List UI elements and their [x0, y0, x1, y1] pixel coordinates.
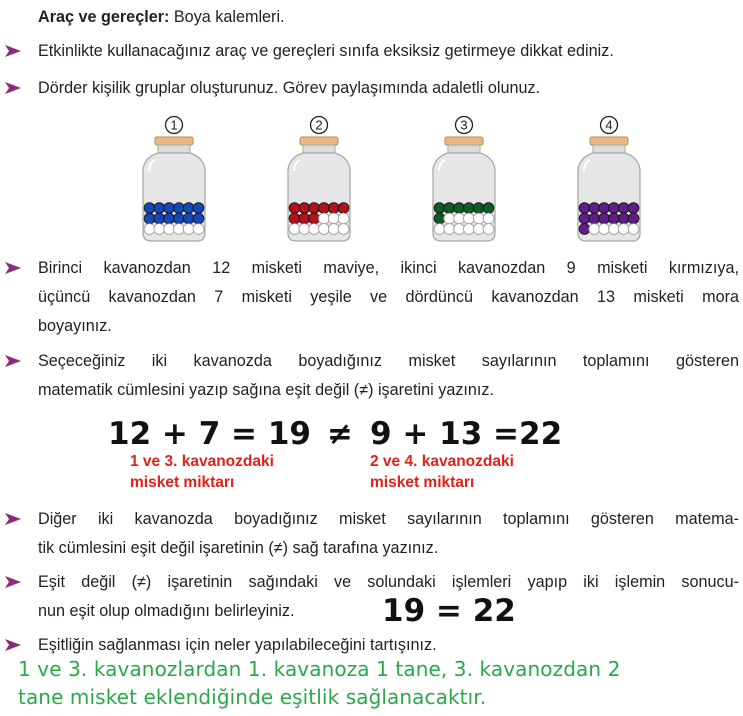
white-marble: [589, 224, 600, 235]
not-equal-sign: ≠: [327, 416, 353, 452]
colored-marble: [579, 203, 590, 214]
colored-marble: [434, 213, 445, 224]
jar-lid: [445, 137, 483, 145]
jar-2: [282, 115, 356, 243]
colored-marble: [618, 203, 629, 214]
white-marble: [609, 224, 620, 235]
jar-lid: [300, 137, 338, 145]
white-marble: [328, 224, 339, 235]
white-marble: [483, 213, 494, 224]
answer-line-2: tane misket eklendiğinde eşitlik sağlanacaktır.: [18, 685, 487, 709]
bullet-arrow-icon: [4, 354, 22, 368]
colored-marble: [174, 213, 185, 224]
colored-marble: [183, 203, 194, 214]
bullet-text-1: Etkinlikte kullanacağınız araç ve gereçleri sınıfa eksiksiz getirmeye dikkat ediniz.: [38, 42, 614, 60]
colored-marble: [164, 213, 175, 224]
white-marble: [289, 224, 300, 235]
colored-marble: [589, 203, 600, 214]
bullet-text-3-line-2: üçüncü kavanozdan 7 misketi yeşile ve dördüncü kavanozdan 13 misketi mora: [38, 288, 739, 306]
bullet-arrow-icon: [4, 44, 22, 58]
colored-marble: [628, 213, 639, 224]
jar-1: [137, 115, 211, 243]
colored-marble: [628, 203, 639, 214]
white-marble: [444, 224, 455, 235]
colored-marble: [164, 203, 175, 214]
white-marble: [154, 224, 165, 235]
left-equation: 12 + 7 = 19: [108, 416, 311, 452]
jar-lid: [590, 137, 628, 145]
colored-marble: [299, 203, 310, 214]
colored-marble: [289, 213, 300, 224]
colored-marble: [154, 213, 165, 224]
bullet-text-6-line-1: Eşit değil (≠) işaretinin sağındaki ve solundaki işlemleri yapıp iki işlemin sonucu-: [38, 573, 739, 591]
colored-marble: [454, 203, 465, 214]
colored-marble: [589, 213, 600, 224]
colored-marble: [444, 203, 455, 214]
materials-label: Araç ve gereçler:: [38, 8, 170, 26]
white-marble: [464, 224, 475, 235]
colored-marble: [464, 203, 475, 214]
colored-marble: [599, 213, 610, 224]
materials-value: Boya kalemleri.: [169, 8, 285, 26]
white-marble: [454, 213, 465, 224]
jar-neck: [448, 145, 480, 153]
colored-marble: [309, 203, 320, 214]
bullet-text-5-line-1: Diğer iki kavanozda boyadığınız misket sayılarının toplamını gösteren matema-: [38, 510, 739, 528]
bullet-text-3-line-3: boyayınız.: [38, 317, 112, 335]
bullet-arrow-icon: [4, 81, 22, 95]
materials-line: [38, 7, 739, 27]
white-marble: [473, 213, 484, 224]
jar-neck: [593, 145, 625, 153]
jar-number: 1: [170, 117, 178, 133]
bullet-text-4-line-1: Seçeceğiniz iki kavanozda boyadığınız misket sayılarının toplamını gösteren: [38, 352, 739, 370]
jar-4: [572, 115, 646, 243]
right-note-line-2: misket miktarı: [370, 474, 475, 491]
colored-marble: [328, 203, 339, 214]
colored-marble: [599, 203, 610, 214]
white-marble: [444, 213, 455, 224]
bullet-text-2: Dörder kişilik gruplar oluşturunuz. Görev paylaşımında adaletli olunuz.: [38, 79, 541, 97]
white-marble: [328, 213, 339, 224]
jar-number: 4: [605, 117, 613, 133]
white-marble: [299, 224, 310, 235]
colored-marble: [193, 203, 204, 214]
white-marble: [434, 224, 445, 235]
colored-marble: [579, 224, 590, 235]
bullet-text-6-line-2: nun eşit olup olmadığını belirleyiniz.: [38, 602, 295, 620]
colored-marble: [618, 213, 629, 224]
white-marble: [319, 224, 330, 235]
colored-marble: [144, 213, 155, 224]
white-marble: [464, 213, 475, 224]
colored-marble: [473, 203, 484, 214]
bullet-arrow-icon: [4, 575, 22, 589]
colored-marble: [434, 203, 445, 214]
jar-lid: [155, 137, 193, 145]
jar-neck: [303, 145, 335, 153]
white-marble: [338, 213, 349, 224]
colored-marble: [338, 203, 349, 214]
white-marble: [338, 224, 349, 235]
bullet-text-7: Eşitliğin sağlanması için neler yapılabileceğini tartışınız.: [38, 636, 437, 654]
colored-marble: [309, 213, 320, 224]
colored-marble: [183, 213, 194, 224]
white-marble: [174, 224, 185, 235]
jar-number: 2: [315, 117, 323, 133]
answer-line-1: 1 ve 3. kavanozlardan 1. kavanoza 1 tane, 3. kavanozdan 2: [18, 657, 621, 681]
white-marble: [183, 224, 194, 235]
white-marble: [144, 224, 155, 235]
white-marble: [599, 224, 610, 235]
colored-marble: [174, 203, 185, 214]
colored-marble: [144, 203, 155, 214]
white-marble: [309, 224, 320, 235]
bullet-arrow-icon: [4, 512, 22, 526]
white-marble: [483, 224, 494, 235]
left-note-line-1: 1 ve 3. kavanozdaki: [130, 453, 274, 470]
right-note-line-1: 2 ve 4. kavanozdaki: [370, 453, 514, 470]
colored-marble: [154, 203, 165, 214]
white-marble: [319, 213, 330, 224]
white-marble: [618, 224, 629, 235]
colored-marble: [609, 213, 620, 224]
colored-marble: [579, 213, 590, 224]
white-marble: [473, 224, 484, 235]
white-marble: [164, 224, 175, 235]
bullet-arrow-icon: [4, 638, 22, 652]
jar-3: [427, 115, 501, 243]
bullet-text-4-line-2: matematik cümlesini yazıp sağına eşit değil (≠) işaretini yazınız.: [38, 381, 495, 399]
white-marble: [628, 224, 639, 235]
bullet-text-3-line-1: Birinci kavanozdan 12 misketi maviye, ikinci kavanozdan 9 misketi kırmızıya,: [38, 259, 739, 277]
colored-marble: [483, 203, 494, 214]
jar-number: 3: [460, 117, 468, 133]
colored-marble: [299, 213, 310, 224]
colored-marble: [289, 203, 300, 214]
bullet-arrow-icon: [4, 261, 22, 275]
result-equation: 19 = 22: [382, 593, 516, 629]
jar-neck: [158, 145, 190, 153]
white-marble: [454, 224, 465, 235]
right-equation: 9 + 13 =22: [370, 416, 563, 452]
left-note-line-2: misket miktarı: [130, 474, 235, 491]
colored-marble: [319, 203, 330, 214]
colored-marble: [609, 203, 620, 214]
bullet-text-5-line-2: tik cümlesini eşit değil işaretinin (≠) sağ tarafına yazınız.: [38, 539, 439, 557]
colored-marble: [193, 213, 204, 224]
white-marble: [193, 224, 204, 235]
